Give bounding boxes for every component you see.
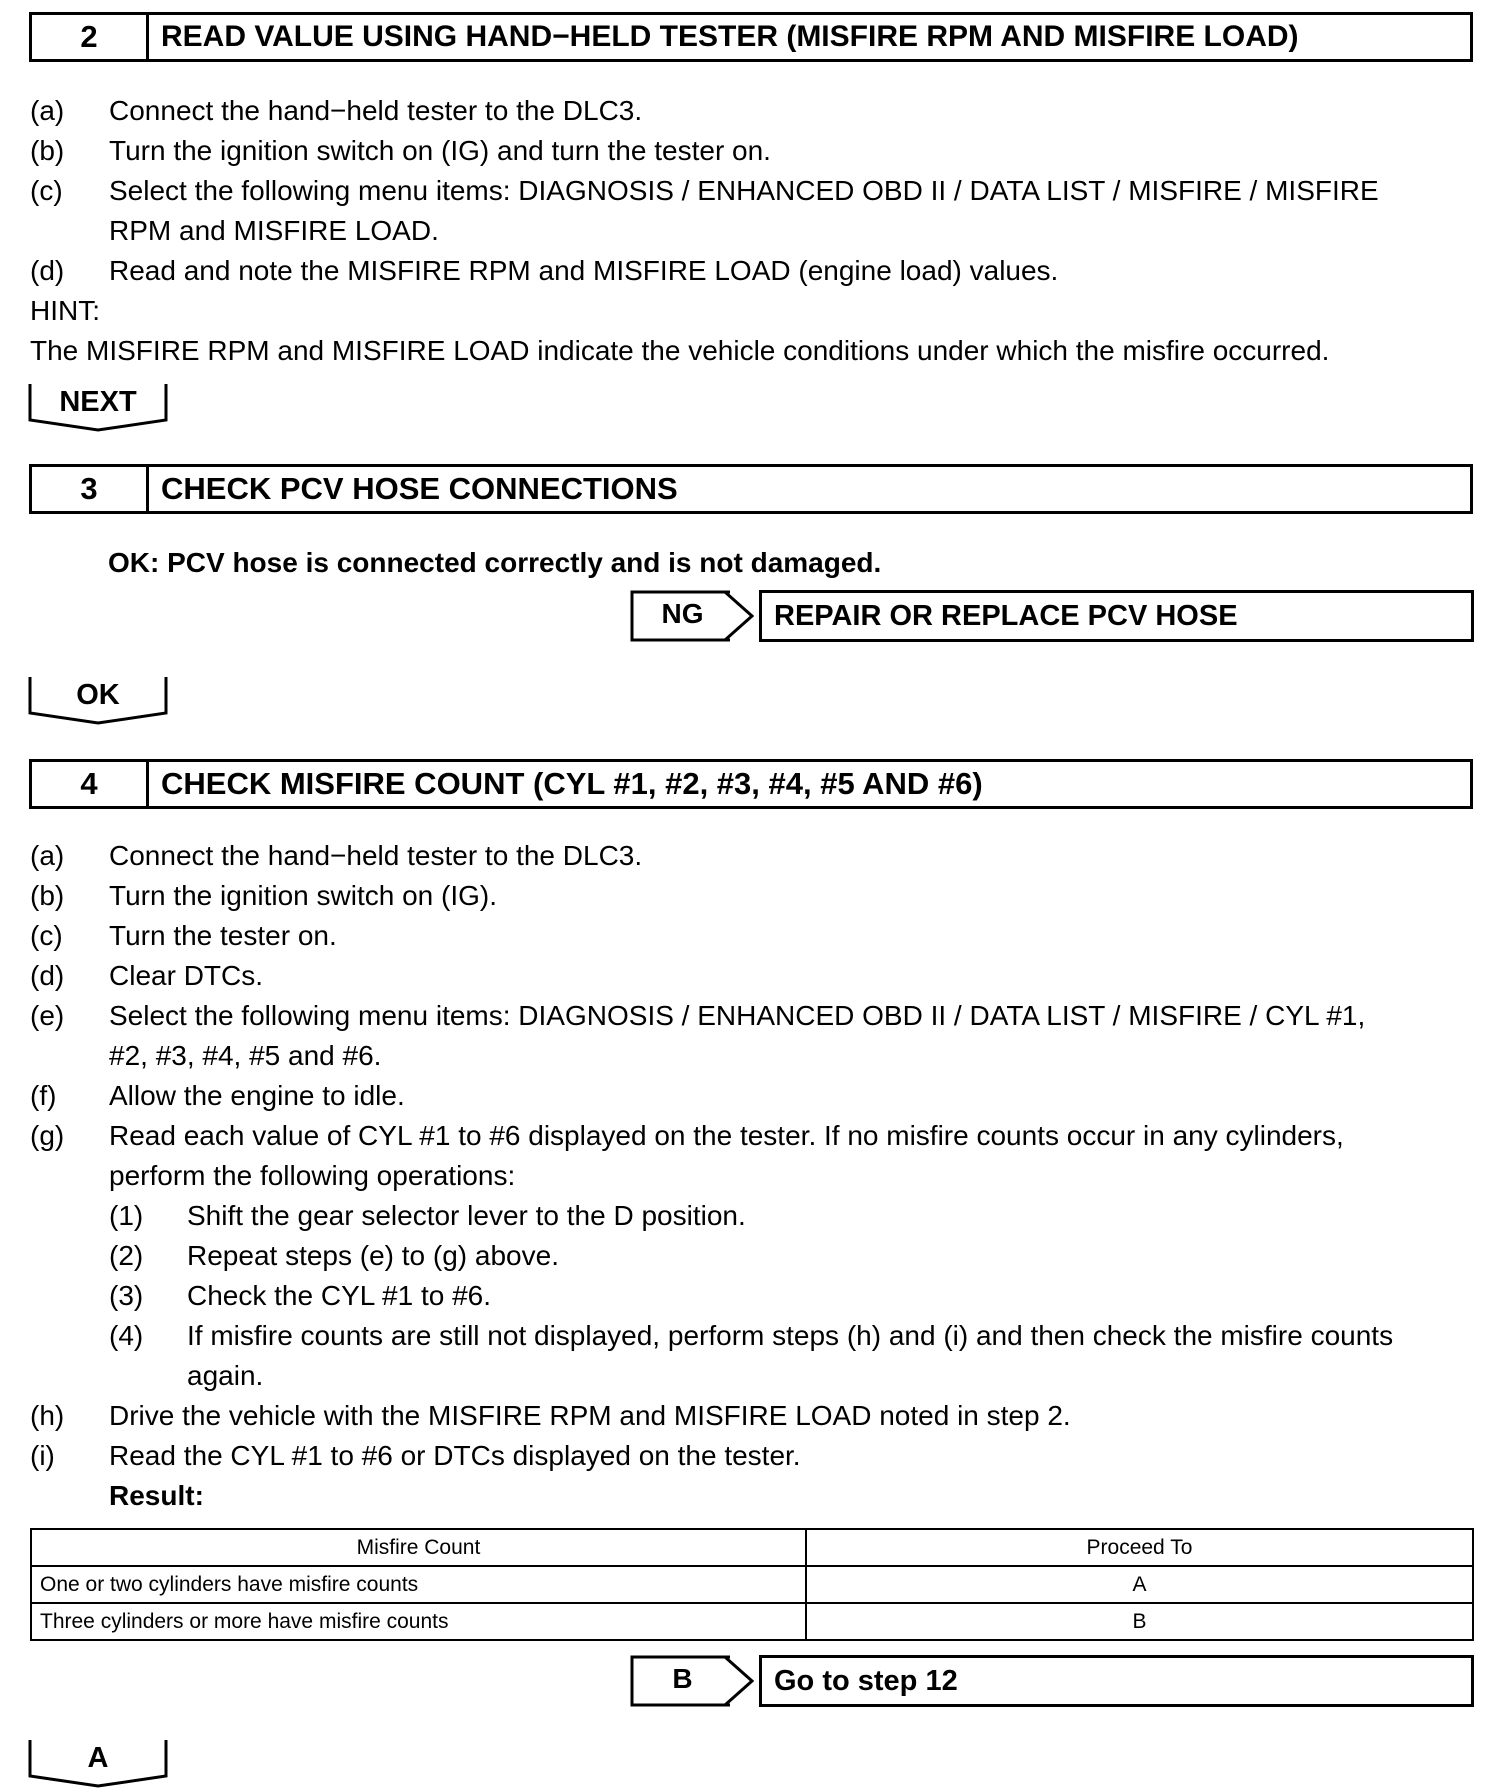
next-button[interactable]: [28, 380, 168, 432]
a-button[interactable]: [28, 1736, 168, 1788]
table-header-row: [31, 1529, 1473, 1566]
step-3-number: 3: [32, 467, 149, 511]
b-label: B: [672, 1663, 693, 1694]
table-cell: One or two cylinders have misfire counts: [31, 1566, 806, 1603]
ng-label: NG: [661, 598, 704, 629]
table-cell: B: [806, 1603, 1473, 1640]
table-row: [31, 1566, 1473, 1603]
b-branch-tag[interactable]: [630, 1655, 754, 1707]
ng-action-box: REPAIR OR REPLACE PCV HOSE: [759, 590, 1474, 642]
step-4-number: 4: [32, 762, 149, 806]
hint-label: HINT:: [30, 295, 100, 326]
table-header-cell: Misfire Count: [31, 1529, 806, 1566]
ok-button[interactable]: [28, 673, 168, 725]
ok-label: OK: [76, 679, 120, 711]
a-label: A: [87, 1742, 109, 1774]
step-4-subitem-4-cont: again.: [187, 1360, 264, 1391]
result-label: Result:: [109, 1480, 204, 1511]
step-3-title: CHECK PCV HOSE CONNECTIONS: [161, 471, 678, 506]
table-cell: Three cylinders or more have misfire counts: [31, 1603, 806, 1640]
b-action-box: Go to step 12: [759, 1655, 1474, 1707]
table-cell: A: [806, 1566, 1473, 1603]
step-4-header: [29, 759, 1473, 809]
step-2-number: 2: [32, 15, 149, 59]
hint-text: The MISFIRE RPM and MISFIRE LOAD indicate the vehicle conditions under which the misfire occurred.: [30, 335, 1330, 366]
step-3-ok-criteria: OK: PCV hose is connected correctly and is not damaged.: [108, 547, 882, 578]
step-3-header: [29, 464, 1473, 514]
misfire-result-table: [30, 1528, 1474, 1641]
step-2-title: READ VALUE USING HAND−HELD TESTER (MISFIRE RPM AND MISFIRE LOAD): [161, 20, 1299, 53]
next-label: NEXT: [59, 386, 137, 418]
step-2-header: [29, 12, 1473, 62]
step-4-item-e-cont: #2, #3, #4, #5 and #6.: [109, 1040, 382, 1071]
step-4-title: CHECK MISFIRE COUNT (CYL #1, #2, #3, #4, #5 AND #6): [161, 766, 983, 801]
step-4-item-g-cont: perform the following operations:: [109, 1160, 516, 1191]
ng-branch-tag[interactable]: [630, 590, 754, 642]
table-header-cell: Proceed To: [806, 1529, 1473, 1566]
table-row: [31, 1603, 1473, 1640]
repair-manual-page: 2 READ VALUE USING HAND−HELD TESTER (MISFIRE RPM AND MISFIRE LOAD) (a) Connect the hand−held tester to the DLC3. (b) Turn the ignition switch on (IG) and turn the tester on. (c) Select the following menu items: DIAGNOSIS / ENHANCED OBD II / DATA LIST / MISFIRE / MISFIRE RPM and MISFIRE LOAD. (d) Read and note the MISFIRE RPM and MISFIRE LOAD (engine load) values. HINT: The MISFIRE RPM and MISFIRE LOAD indicate the vehicle conditions under which the misfire occurred. NEXT 3 CHECK PCV HOSE CONNECTIONS OK: PCV hose is connected correctly and is not damaged. NG REPAIR OR REPLACE PCV HOSE OK 4 CHECK MISFIRE COUNT (CYL #1, #2, #3, #4, #5 AND #6) (a) Connect the hand−held tester to the DLC3. (b) Turn the ignition switch on (IG). (c) Turn the tester on. (d) Clear DTCs. (e) Select the following menu items: DIAGNOSIS / ENHANCED OBD II / DATA LIST / MISFIRE / CYL #1, #2, #3, #4, #5 and #6. (f) Allow the engine to idle. (g) Read each value of CYL #1 to #6 displayed on the tester. If no misfire counts occur in any cylinders, perform the following operations: (1) Shift the gear selector lever to the D position. (2) Repeat steps (e) to (g) above. (3) Check the CYL #1 to #6. (4) If misfire counts are still not displayed, perform steps (h) and (i) and then check the misfire counts again. (h) Drive the vehicle with the MISFIRE RPM and MISFIRE LOAD noted in step 2. (i) Read the CYL #1 to #6 or DTCs displayed on the tester. Result: Misfire Count Proceed To One or two cylinders have misfire counts A Three cylinders or more have misfire counts B B Go to step 12 A: [0, 0, 1504, 1792]
step-2-item-c-cont: RPM and MISFIRE LOAD.: [109, 215, 439, 246]
